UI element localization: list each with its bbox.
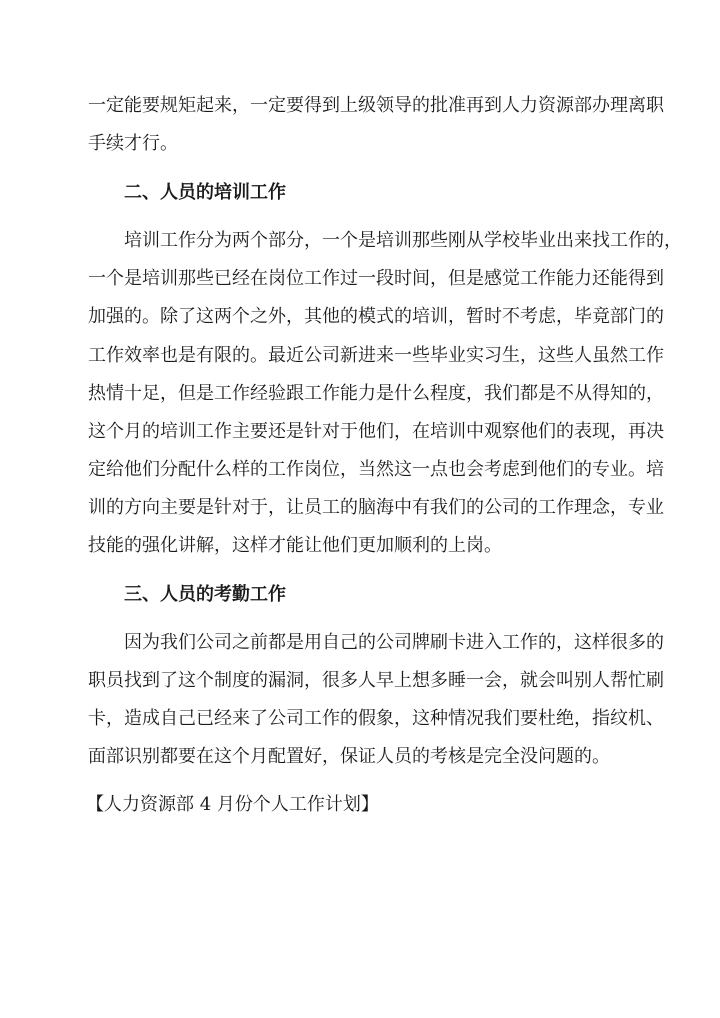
paragraph-line: 一定能要规矩起来，一定要得到上级领导的批准再到人力资源部办理离职: [88, 95, 664, 116]
paragraph-line: 加强的。除了这两个之外，其他的模式的培训，暂时不考虑，毕竟部门的: [88, 306, 664, 327]
document-footer-title: 【人力资源部 4 月份个人工作计划】: [86, 794, 379, 815]
paragraph-line: 定给他们分配什么样的工作岗位，当然这一点也会考虑到他们的专业。培: [88, 459, 664, 480]
paragraph-line: 职员找到了这个制度的漏洞，很多人早上想多睡一会，就会叫别人帮忙刷: [88, 670, 664, 691]
paragraph-line: 培训工作分为两个部分，一个是培训那些刚从学校毕业出来找工作的，: [124, 230, 682, 251]
paragraph-line: 这个月的培训工作主要还是针对于他们，在培训中观察他们的表现，再决: [88, 421, 664, 442]
paragraph-line: 技能的强化讲解，这样才能让他们更加顺利的上岗。: [88, 535, 502, 556]
section-heading-training: 二、人员的培训工作: [124, 182, 286, 203]
paragraph-line: 一个是培训那些已经在岗位工作过一段时间，但是感觉工作能力还能得到: [88, 268, 664, 289]
section-heading-attendance: 三、人员的考勤工作: [124, 584, 286, 605]
paragraph-line: 面部识别都要在这个月配置好，保证人员的考核是完全没问题的。: [88, 746, 610, 767]
paragraph-line: 卡，造成自己已经来了公司工作的假象，这种情况我们要杜绝，指纹机、: [88, 708, 664, 729]
paragraph-line: 因为我们公司之前都是用自己的公司牌刷卡进入工作的，这样很多的: [124, 632, 664, 653]
paragraph-line: 工作效率也是有限的。最近公司新进来一些毕业实习生，这些人虽然工作: [88, 345, 664, 366]
paragraph-line: 热情十足，但是工作经验跟工作能力是什么程度，我们都是不从得知的，: [88, 383, 664, 404]
paragraph-line: 训的方向主要是针对于，让员工的脑海中有我们的公司的工作理念，专业: [88, 497, 664, 518]
paragraph-line: 手续才行。: [88, 133, 178, 154]
